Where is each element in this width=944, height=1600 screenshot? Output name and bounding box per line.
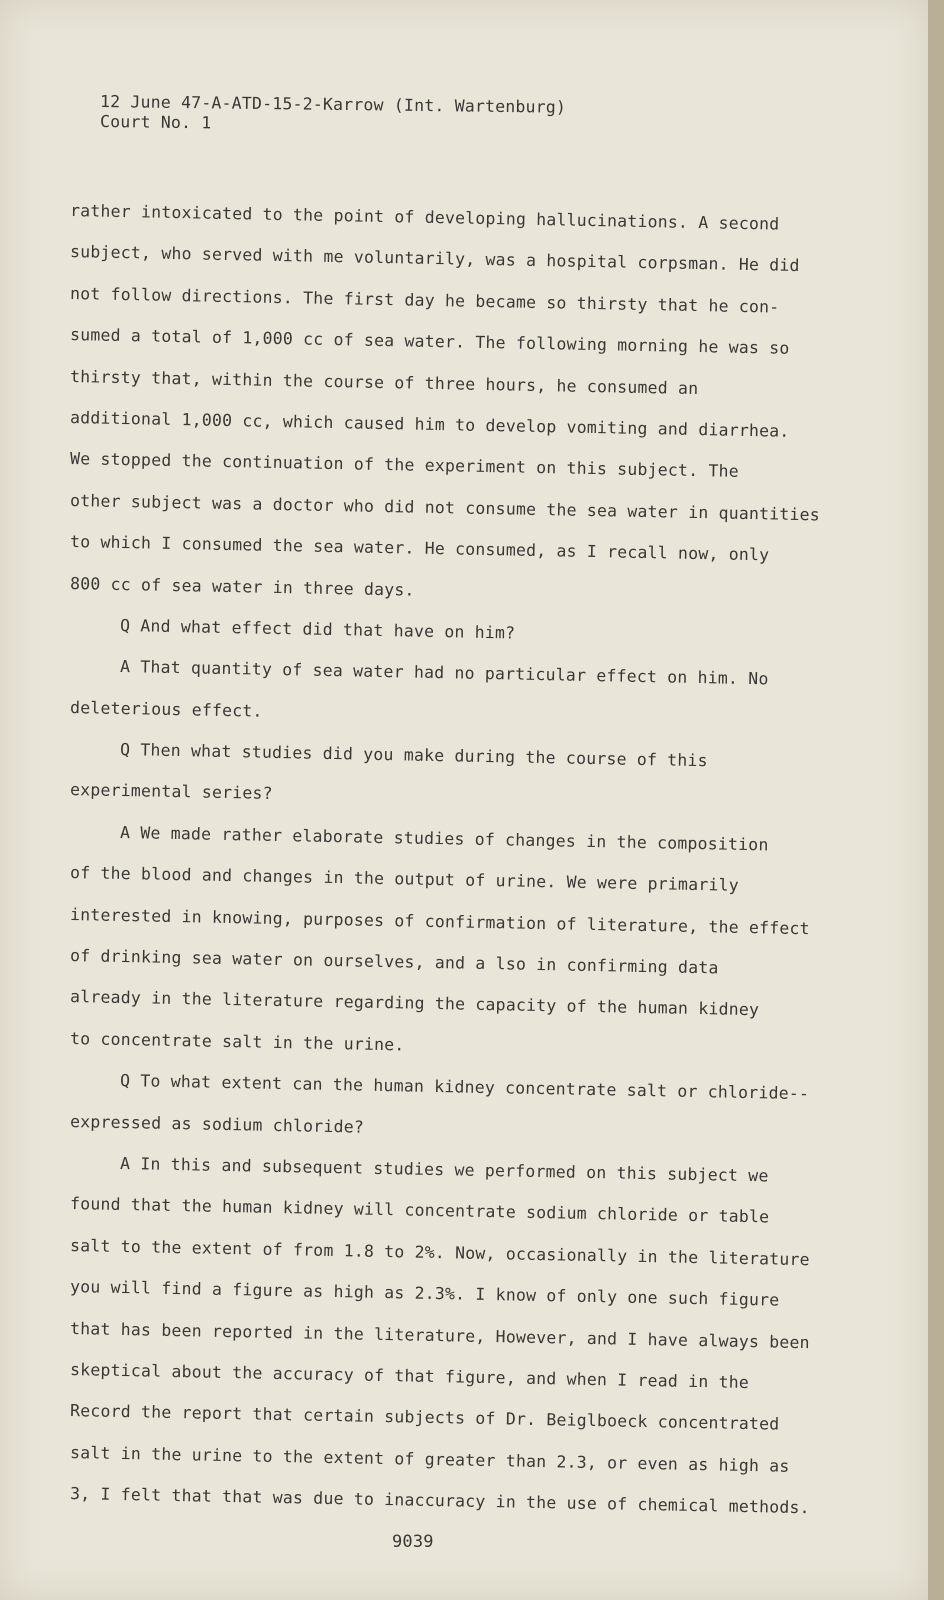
text-line: you will find a figure as high as 2.3%. I know of only one such figure — [69, 1277, 780, 1310]
text-line: of the blood and changes in the output of urine. We were primarily — [69, 863, 740, 896]
text-line: expressed as sodium chloride? — [69, 1111, 365, 1137]
text-line: already in the literature regarding the capacity of the human kidney — [69, 987, 760, 1020]
text-line: 800 cc of sea water in three days. — [69, 573, 415, 600]
text-line: salt to the extent of from 1.8 to 2%. Now, occasionally in the literature — [69, 1235, 810, 1269]
page-number: 9039 — [392, 1532, 434, 1552]
transcript-body — [70, 196, 850, 1521]
text-line: to which I consumed the sea water. He consumed, as I recall now, only — [69, 532, 770, 565]
text-line: subject, who served with me voluntarily, was a hospital corpsman. He did — [69, 242, 800, 276]
text-line: Record the report that certain subjects of Dr. Beiglboeck concentrated — [69, 1401, 780, 1434]
text-line: interested in knowing, purposes of confirmation of literature, the effect — [69, 904, 810, 938]
text-line: 3, I felt that that was due to inaccuracy in the use of chemical methods. — [69, 1484, 810, 1518]
header-line-2: Court No. 1 — [99, 112, 212, 133]
text-line: thirsty that, within the course of three hours, he consumed an — [69, 366, 699, 398]
page-edge — [928, 0, 944, 1600]
text-line: rather intoxicated to the point of developing hallucinations. A second — [69, 201, 780, 234]
answer-line: A In this and subsequent studies we performed on this subject we — [119, 1153, 769, 1186]
text-line: skeptical about the accuracy of that figure, and when I read in the — [69, 1359, 750, 1392]
text-line: experimental series? — [69, 780, 273, 804]
answer-line: A We made rather elaborate studies of changes in the composition — [119, 822, 769, 855]
document-header — [100, 92, 566, 132]
question-line: Q To what extent can the human kidney concentrate salt or chloride-- — [119, 1071, 810, 1104]
text-line: salt in the urine to the extent of greater than 2.3, or even as high as — [69, 1442, 790, 1476]
text-line: of drinking sea water on ourselves, and a lso in confirming data — [69, 946, 719, 978]
text-line: that has been reported in the literature, However, and I have always been — [69, 1318, 810, 1352]
question-line: Q Then what studies did you make during the course of this — [119, 740, 708, 771]
text-line: sumed a total of 1,000 cc of sea water. The following morning he was so — [69, 325, 790, 358]
header-line-1: 12 June 47-A-ATD-15-2-Karrow (Int. Wartenburg) — [99, 92, 567, 117]
text-line: additional 1,000 cc, which caused him to develop vomiting and diarrhea. — [69, 407, 790, 441]
question-line: Q And what effect did that have on him? — [119, 615, 516, 643]
text-line: found that the human kidney will concentrate sodium chloride or table — [69, 1194, 770, 1227]
text-line: to concentrate salt in the urine. — [69, 1028, 405, 1055]
text-line: other subject was a doctor who did not consume the sea water in quantities — [69, 490, 821, 525]
answer-line: A That quantity of sea water had no particular effect on him. No — [119, 657, 769, 689]
text-line: We stopped the continuation of the experiment on this subject. The — [69, 449, 740, 482]
text-line: deleterious effect. — [69, 697, 263, 721]
text-line: not follow directions. The first day he became so thirsty that he con- — [69, 283, 780, 317]
